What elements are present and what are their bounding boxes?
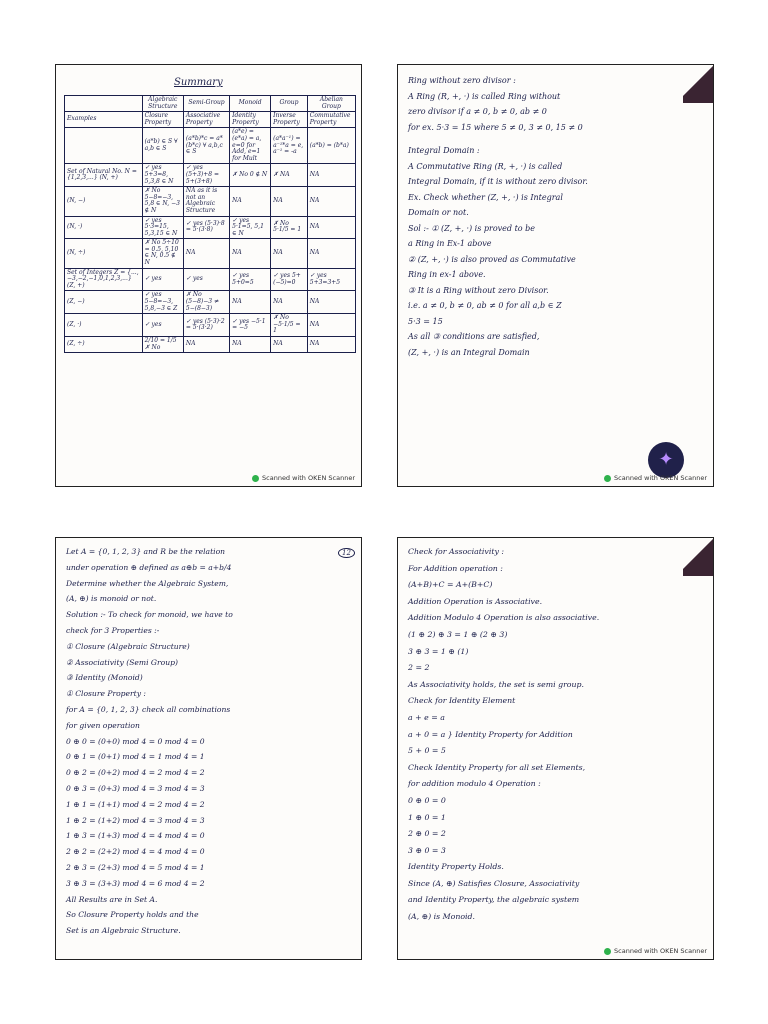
row-label: (N, ÷) bbox=[65, 239, 143, 268]
table-cell: NA bbox=[307, 216, 355, 239]
table-cell: NA bbox=[230, 239, 271, 268]
scanner-tag-text: Scanned with OKEN Scanner bbox=[614, 947, 707, 955]
table-cell: NA bbox=[271, 239, 308, 268]
text-line: for A = {0, 1, 2, 3} check all combinations bbox=[66, 704, 231, 714]
table-cell: (a*b) = (b*a) bbox=[307, 128, 355, 164]
text-line: 3 ⊕ 3 = 1 ⊕ (1) bbox=[408, 646, 469, 656]
text-line: Since (A, ⊕) Satisfies Closure, Associativity bbox=[408, 878, 580, 888]
problem-number: 12 bbox=[338, 548, 355, 558]
table-cell: NA bbox=[307, 239, 355, 268]
table-cell: (a*b) ∈ S ∀ a,b ∈ S bbox=[142, 128, 183, 164]
table-cell: NA bbox=[230, 291, 271, 314]
text-line: 2 ⊕ 3 = (2+3) mod 4 = 5 mod 4 = 1 bbox=[66, 862, 205, 872]
table-row bbox=[65, 314, 356, 337]
text-line: Check Identity Property for all set Elements, bbox=[408, 762, 586, 772]
scanner-watermark bbox=[604, 947, 707, 955]
row-label bbox=[65, 128, 143, 164]
text-line: under operation ⊕ defined as a⊕b = a+b/4 bbox=[66, 562, 232, 572]
text-line: So Closure Property holds and the bbox=[66, 910, 199, 920]
table-cell: NA bbox=[271, 337, 308, 353]
table-cell: ✓ yes 5−8=−3, 5,8,−3 ∈ Z bbox=[142, 291, 183, 314]
scan-page-summary bbox=[55, 64, 362, 487]
table-cell: ✗ No 5·1/5 = 1 bbox=[271, 216, 308, 239]
assistant-sparkle-icon[interactable]: ✦ bbox=[648, 442, 684, 478]
table-cell: ✓ yes −5·1 = −5 bbox=[230, 314, 271, 337]
table-row bbox=[65, 164, 356, 187]
text-line: 0 ⊕ 1 = (0+1) mod 4 = 1 mod 4 = 1 bbox=[66, 752, 205, 762]
text-line: 2 ⊕ 0 = 2 bbox=[408, 829, 446, 839]
table-cell: 2/10 = 1/5 ✗ No bbox=[142, 337, 183, 353]
table-cell: NA as it is not an Algebraic Structure bbox=[183, 187, 229, 216]
table-row bbox=[65, 291, 356, 314]
table-cell: Inverse Property bbox=[271, 112, 308, 128]
text-line: 1 ⊕ 2 = (1+2) mod 4 = 3 mod 4 = 3 bbox=[66, 815, 205, 825]
text-line: Integral Domain, if it is without zero divisor. bbox=[408, 177, 588, 186]
scan-page-monoid-identity bbox=[397, 537, 714, 960]
table-cell: Associative Property bbox=[183, 112, 229, 128]
table-row bbox=[65, 128, 356, 164]
handwritten-notes bbox=[408, 73, 703, 360]
text-line: (A, ⊕) is Monoid. bbox=[408, 912, 476, 922]
table-cell: NA bbox=[307, 187, 355, 216]
text-line: ② (Z, +, ·) is also proved as Commutative bbox=[408, 254, 576, 264]
table-cell: NA bbox=[183, 337, 229, 353]
table-cell: ✓ yes (5+3)+8 = 5+(3+8) bbox=[183, 164, 229, 187]
table-cell: Commutative Property bbox=[307, 112, 355, 128]
text-line: Ex. Check whether (Z, +, ·) is Integral bbox=[408, 192, 563, 202]
table-row bbox=[65, 187, 356, 216]
text-line: for given operation bbox=[66, 720, 140, 730]
corner-cell bbox=[65, 96, 143, 112]
table-cell: NA bbox=[271, 291, 308, 314]
text-line: 0 ⊕ 2 = (0+2) mod 4 = 2 mod 4 = 2 bbox=[66, 768, 205, 778]
text-line: 2 ⊕ 2 = (2+2) mod 4 = 4 mod 4 = 0 bbox=[66, 847, 205, 857]
table-row bbox=[65, 239, 356, 268]
scanner-watermark bbox=[604, 474, 707, 482]
scanner-logo-icon bbox=[604, 475, 611, 482]
text-line: (1 ⊕ 2) ⊕ 3 = 1 ⊕ (2 ⊕ 3) bbox=[408, 629, 508, 639]
text-line: Solution :- To check for monoid, we have to bbox=[66, 610, 233, 620]
row-label: (N, −) bbox=[65, 187, 143, 216]
text-line: for addition modulo 4 Operation : bbox=[408, 779, 541, 789]
text-line: Let A = {0, 1, 2, 3} and R be the relation bbox=[66, 547, 226, 556]
text-line: Determine whether the Algebraic System, bbox=[66, 578, 229, 588]
text-line: (Z, +, ·) is an Integral Domain bbox=[408, 347, 530, 357]
table-cell: NA bbox=[183, 239, 229, 268]
table-cell: ✗ No (5−8)−3 ≠ 5−(8−3) bbox=[183, 291, 229, 314]
text-line: Ring without zero divisor : bbox=[408, 76, 516, 85]
text-line: 0 ⊕ 0 = 0 bbox=[408, 795, 446, 805]
text-line: Addition Operation is Associative. bbox=[408, 596, 543, 606]
text-line: Domain or not. bbox=[408, 208, 469, 217]
scanner-logo-icon bbox=[604, 948, 611, 955]
text-line: Integral Domain : bbox=[408, 146, 480, 155]
text-line: for ex. 5·3 = 15 where 5 ≠ 0, 3 ≠ 0, 15 ≠ 0 bbox=[408, 122, 583, 132]
table-header-row bbox=[65, 96, 356, 112]
text-line: Check for Associativity : bbox=[408, 547, 504, 556]
text-line: and Identity Property, the algebraic system bbox=[408, 895, 580, 905]
table-cell: (a*a⁻¹) = a⁻¹*a = e, a⁻¹ = -a bbox=[271, 128, 308, 164]
table-cell: ✓ yes 5+0=5 bbox=[230, 268, 271, 291]
text-line: Identity Property Holds. bbox=[408, 862, 504, 872]
column-header: Abelian Group bbox=[307, 96, 355, 112]
text-line: i.e. a ≠ 0, b ≠ 0, ab ≠ 0 for all a,b ∈ Z bbox=[408, 301, 562, 310]
column-header: Monoid bbox=[230, 96, 271, 112]
table-cell: ✓ yes bbox=[142, 314, 183, 337]
text-line: ② Associativity (Semi Group) bbox=[66, 657, 178, 667]
text-line: For Addition operation : bbox=[408, 563, 503, 573]
table-row bbox=[65, 268, 356, 291]
table-cell: ✗ No 5−8=−3, 5,8 ∈ N, −3 ∉ N bbox=[142, 187, 183, 216]
text-line: (A+B)+C = A+(B+C) bbox=[408, 580, 493, 590]
table-cell: NA bbox=[230, 337, 271, 353]
scanner-watermark bbox=[252, 474, 355, 482]
text-line: ① Closure Property : bbox=[66, 689, 146, 699]
text-line: check for 3 Properties :- bbox=[66, 625, 160, 635]
row-label: (Z, ÷) bbox=[65, 337, 143, 353]
scanner-tag-text: Scanned with OKEN Scanner bbox=[262, 474, 355, 482]
scan-page-monoid-closure bbox=[55, 537, 362, 960]
text-line: zero divisor if a ≠ 0, b ≠ 0, ab ≠ 0 bbox=[408, 107, 547, 116]
summary-table bbox=[64, 95, 356, 353]
table-cell: NA bbox=[307, 314, 355, 337]
text-line: ③ It is a Ring without zero Divisor. bbox=[408, 285, 549, 295]
text-line: a + 0 = a } Identity Property for Addition bbox=[408, 729, 573, 739]
row-label: (Z, ·) bbox=[65, 314, 143, 337]
table-cell: ✓ yes 5·3=15, 5,3,15 ∈ N bbox=[142, 216, 183, 239]
text-line: 3 ⊕ 3 = (3+3) mod 4 = 6 mod 4 = 2 bbox=[66, 878, 205, 888]
table-cell: (a*e) = (e*a) = a, e=0 for Add, e=1 for Mult bbox=[230, 128, 271, 164]
text-line: 5·3 = 15 bbox=[408, 316, 443, 326]
text-line: A Commutative Ring (R, +, ·) is called bbox=[408, 161, 563, 171]
text-line: (A, ⊕) is monoid or not. bbox=[66, 594, 157, 604]
table-cell: Identity Property bbox=[230, 112, 271, 128]
table-cell: NA bbox=[230, 187, 271, 216]
table-cell: ✓ yes 5+(−5)=0 bbox=[271, 268, 308, 291]
table-cell: NA bbox=[307, 164, 355, 187]
column-header: Algebraic Structure bbox=[142, 96, 183, 112]
table-cell: NA bbox=[307, 291, 355, 314]
table-cell: ✗ No 0 ∉ N bbox=[230, 164, 271, 187]
table-cell: ✗ NA bbox=[271, 164, 308, 187]
table-cell: ✗ No 5÷10 = 0.5, 5,10 ∈ N, 0.5 ∉ N bbox=[142, 239, 183, 268]
table-cell: ✓ yes bbox=[142, 268, 183, 291]
scanner-tag-text: Scanned with OKEN Scanner bbox=[614, 474, 707, 482]
text-line: 1 ⊕ 3 = (1+3) mod 4 = 4 mod 4 = 0 bbox=[66, 831, 205, 841]
table-cell: NA bbox=[271, 187, 308, 216]
text-line: As all ③ conditions are satisfied, bbox=[408, 332, 540, 341]
text-line bbox=[408, 135, 703, 143]
text-line: Sol :- ① (Z, +, ·) is proved to be bbox=[408, 223, 535, 233]
text-line: Addition Modulo 4 Operation is also associative. bbox=[408, 613, 600, 623]
text-line: ③ Identity (Monoid) bbox=[66, 673, 143, 683]
handwritten-notes bbox=[66, 544, 351, 939]
page-title: Summary bbox=[174, 77, 223, 88]
table-cell: ✓ yes (5·3)·8 = 5·(3·8) bbox=[183, 216, 229, 239]
row-label: Set of Natural No. N = {1,2,3,...} (N, +) bbox=[65, 164, 143, 187]
table-cell: NA bbox=[307, 337, 355, 353]
text-line: 3 ⊕ 0 = 3 bbox=[408, 845, 446, 855]
table-cell: ✓ yes 5+3=3+5 bbox=[307, 268, 355, 291]
table-cell: (a*b)*c = a*(b*c) ∀ a,b,c ∈ S bbox=[183, 128, 229, 164]
handwritten-notes bbox=[408, 544, 703, 926]
column-header: Semi-Group bbox=[183, 96, 229, 112]
text-line: 0 ⊕ 0 = (0+0) mod 4 = 0 mod 4 = 0 bbox=[66, 736, 205, 746]
text-line: As Associativity holds, the set is semi group. bbox=[408, 679, 584, 689]
text-line: ① Closure (Algebraic Structure) bbox=[66, 641, 190, 651]
text-line: 5 + 0 = 5 bbox=[408, 746, 446, 756]
row-label: Set of Integers Z = {...,−3,−2,−1,0,1,2,3,...} (Z, +) bbox=[65, 268, 143, 291]
text-line: Set is an Algebraic Structure. bbox=[66, 926, 181, 936]
text-line: Check for Identity Element bbox=[408, 696, 516, 706]
row-label: (N, ·) bbox=[65, 216, 143, 239]
table-body bbox=[65, 164, 356, 353]
text-line: 2 = 2 bbox=[408, 663, 430, 673]
scanner-logo-icon bbox=[252, 475, 259, 482]
text-line: a Ring in Ex-1 above bbox=[408, 239, 492, 248]
table-cell: ✓ yes 5·1=5, 5,1 ∈ N bbox=[230, 216, 271, 239]
text-line: Ring in ex-1 above. bbox=[408, 270, 486, 279]
table-cell: ✓ yes bbox=[183, 268, 229, 291]
text-line: a + e = a bbox=[408, 712, 445, 722]
table-row bbox=[65, 112, 356, 128]
text-line: 1 ⊕ 1 = (1+1) mod 4 = 2 mod 4 = 2 bbox=[66, 799, 205, 809]
table-cell: ✓ yes 5+3=8, 5,3,8 ∈ N bbox=[142, 164, 183, 187]
table-row bbox=[65, 216, 356, 239]
text-line: 0 ⊕ 3 = (0+3) mod 4 = 3 mod 4 = 3 bbox=[66, 783, 205, 793]
table-row bbox=[65, 337, 356, 353]
column-header: Group bbox=[271, 96, 308, 112]
table-cell: Closure Property bbox=[142, 112, 183, 128]
table-cell: ✓ yes (5·3)·2 = 5·(3·2) bbox=[183, 314, 229, 337]
row-label: Examples bbox=[65, 112, 143, 128]
row-label: (Z, −) bbox=[65, 291, 143, 314]
text-line: 1 ⊕ 0 = 1 bbox=[408, 812, 446, 822]
table-cell: ✗ No −5·1/5 = 1 bbox=[271, 314, 308, 337]
text-line: All Results are in Set A. bbox=[66, 894, 158, 904]
scan-page-integral-domain bbox=[397, 64, 714, 487]
text-line: A Ring (R, +, ·) is called Ring without bbox=[408, 91, 561, 101]
